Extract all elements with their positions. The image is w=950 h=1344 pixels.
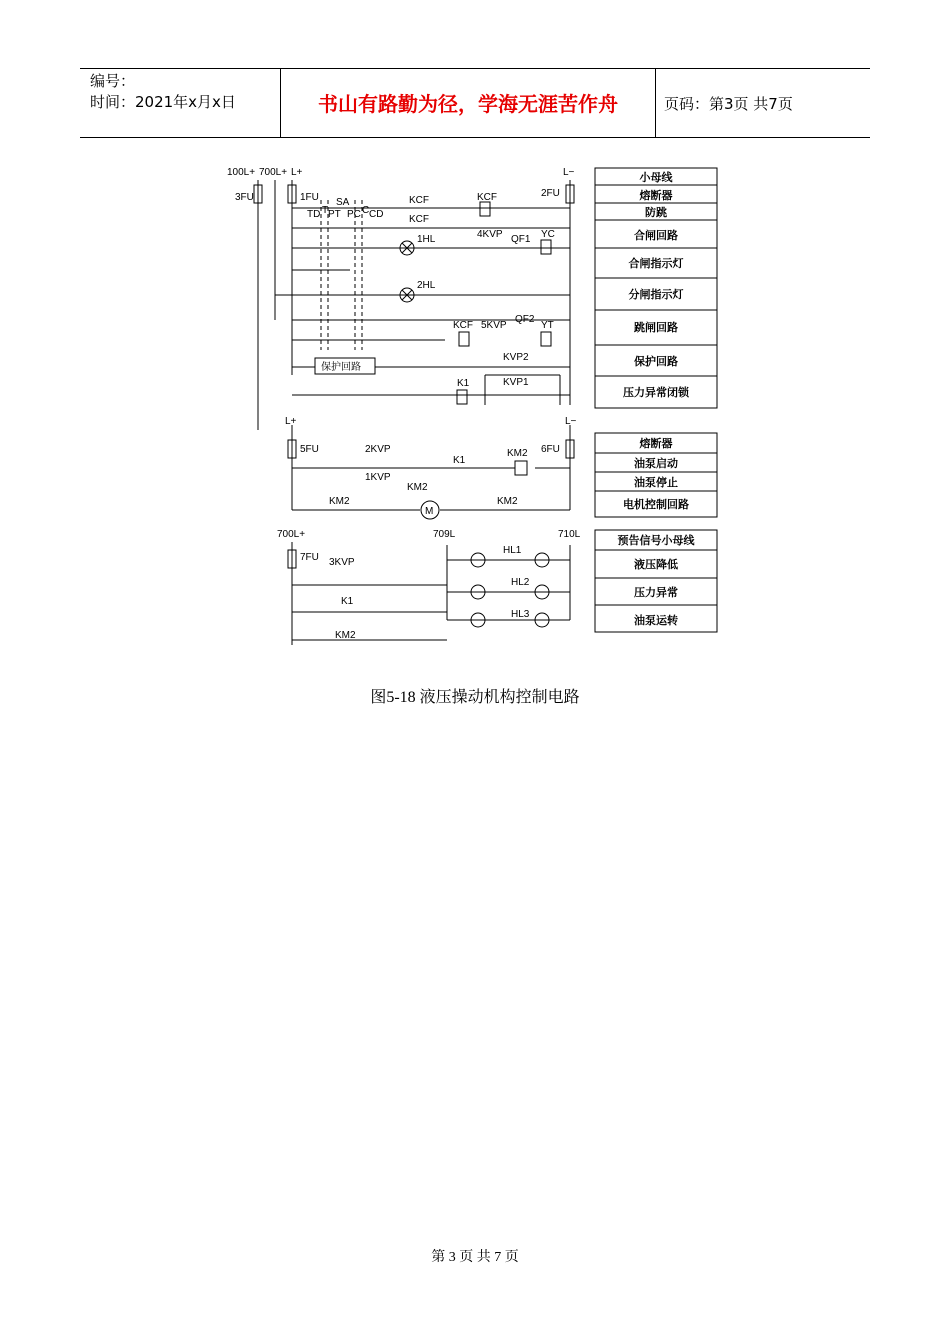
switch-label: TD (307, 209, 321, 220)
fuse-label: 3FU (235, 192, 254, 203)
bus-label: L+ (291, 167, 303, 178)
legend-item: 预告信号小母线 (617, 535, 695, 547)
legend-item: 分闸指示灯 (628, 289, 684, 301)
switch-label: CD (369, 209, 384, 220)
device-label: QF2 (515, 314, 535, 325)
device-label: YT (541, 320, 554, 331)
header-meta (80, 69, 280, 137)
fuse-label: 6FU (541, 444, 560, 455)
bus-label: 100L+ (227, 167, 256, 178)
legend-item: 压力异常闭锁 (623, 387, 689, 399)
legend-item: 熔断器 (639, 190, 673, 202)
time-label: 时间：2021年x月x日 (90, 93, 236, 111)
document-header (80, 68, 870, 138)
fuse-label: 7FU (300, 552, 319, 563)
figure-caption: 图5-18 液压操动机构控制电路 (370, 689, 580, 706)
motor-symbol-label: M (425, 506, 434, 517)
device-label: KCF (477, 192, 497, 203)
switch-label: PC (347, 209, 361, 220)
device-label: 5KVP (481, 320, 507, 331)
legend-item: 保护回路 (634, 356, 678, 368)
switch-label: PT (328, 209, 341, 220)
legend-item: 电机控制回路 (623, 499, 689, 511)
header-page-label: 页码：第3页 共7页 (664, 95, 793, 113)
motor-label: KM2 (497, 496, 518, 507)
motor-bus-label: L+ (285, 416, 297, 427)
motor-label: KM2 (507, 448, 528, 459)
fuse-label: 5FU (300, 444, 319, 455)
legend-item: 油泵启动 (634, 458, 678, 470)
number-label: 编号： (90, 72, 136, 90)
signal-label: HL1 (503, 545, 522, 556)
signal-bus-label: 700L+ (277, 529, 306, 540)
device-label: K1 (457, 378, 470, 389)
bus-label: L− (563, 167, 575, 178)
legend-item: 合闸指示灯 (628, 258, 684, 270)
device-label: KVP1 (503, 377, 529, 388)
signal-label: HL3 (511, 609, 530, 620)
fuse-label: 2FU (541, 188, 560, 199)
signal-bus-label: 710L (558, 529, 581, 540)
signal-label: K1 (341, 596, 354, 607)
switch-label: SA (336, 197, 350, 208)
device-label: 1HL (417, 234, 436, 245)
legend-item: 油泵停止 (634, 477, 678, 489)
device-label: 2HL (417, 280, 436, 291)
legend-item: 合闸回路 (634, 230, 678, 242)
device-label: KCF (409, 195, 429, 206)
signal-label: HL2 (511, 577, 530, 588)
legend-item: 油泵运转 (634, 615, 678, 627)
legend-item: 防跳 (645, 207, 667, 219)
signal-label: KM2 (335, 630, 356, 641)
motor-bus-label: L− (565, 416, 577, 427)
device-label: 4KVP (477, 229, 503, 240)
switch-label: T (322, 205, 329, 216)
device-label: QF1 (511, 234, 531, 245)
legend-item: 压力异常 (634, 587, 678, 599)
device-label: YC (541, 229, 555, 240)
device-label: KCF (409, 214, 429, 225)
page-footer: 第 3 页 共 7 页 (431, 1250, 519, 1265)
legend-item: 熔断器 (639, 438, 673, 450)
motor-label: 1KVP (365, 472, 391, 483)
legend-item: 跳闸回路 (634, 322, 678, 334)
device-label: KVP2 (503, 352, 529, 363)
motor-label: KM2 (407, 482, 428, 493)
motor-label: KM2 (329, 496, 350, 507)
header-motto: 书山有路勤为径，学海无涯苦作舟 (280, 69, 656, 137)
fuse-label: 1FU (300, 192, 319, 203)
bus-label: 700L+ (259, 167, 288, 178)
motor-label: 2KVP (365, 444, 391, 455)
legend-item: 小母线 (639, 172, 673, 184)
protection-circuit-label: 保护回路 (321, 362, 361, 373)
motor-label: K1 (453, 455, 466, 466)
legend-item: 液压降低 (634, 559, 678, 571)
signal-bus-label: 709L (433, 529, 456, 540)
control-circuit-diagram (215, 160, 735, 650)
signal-label: 3KVP (329, 557, 355, 568)
device-label: KCF (453, 320, 473, 331)
switch-label: C (362, 205, 370, 216)
